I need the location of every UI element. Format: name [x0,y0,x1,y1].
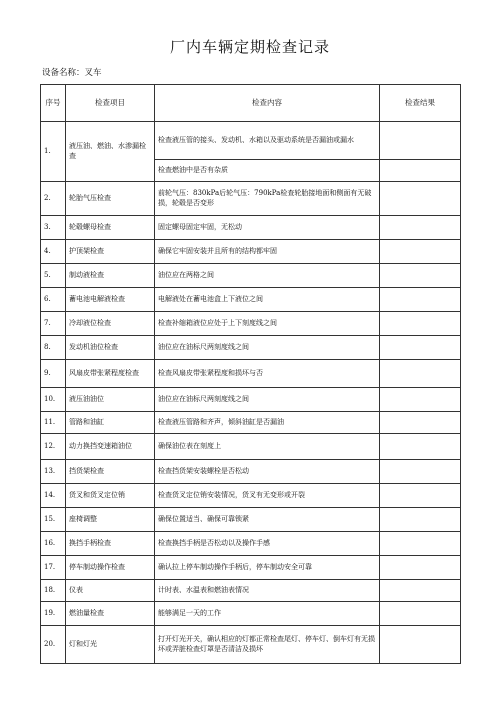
inspection-item: 换挡手柄检查 [66,532,155,556]
inspection-item: 制动液检查 [66,264,155,288]
table-row [41,122,461,160]
inspection-result-cell[interactable] [380,484,461,508]
row-number: 10. [41,388,66,412]
inspection-content: 油位应在两格之间 [155,264,380,288]
inspection-result-cell[interactable] [380,360,461,388]
table-row [41,484,461,508]
inspection-result-cell[interactable] [380,216,461,240]
row-number: 16. [41,532,66,556]
inspection-content: 油位应在油标尺两刻度线之间 [155,336,380,360]
row-number: 14. [41,484,66,508]
inspection-content: 检查风扇皮带张紧程度和损坏与否 [155,360,380,388]
row-number: 20. [41,626,66,664]
inspection-result-cell[interactable] [380,336,461,360]
row-number: 3. [41,216,66,240]
inspection-result-cell[interactable] [380,626,461,664]
table-row [41,288,461,312]
row-number: 13. [41,460,66,484]
row-number: 19. [41,602,66,626]
inspection-item: 挡货架检查 [66,460,155,484]
inspection-item: 轮胎气压检查 [66,182,155,216]
table-row [41,508,461,532]
inspection-result-cell[interactable] [380,412,461,434]
header-no: 序号 [41,85,66,122]
inspection-item: 停车制动操作检查 [66,556,155,580]
inspection-result-cell[interactable] [380,460,461,484]
inspection-item: 液压油油位 [66,388,155,412]
inspection-content: 检查液压管的接头、发动机、水箱以及驱动系统是否漏油或漏水 [155,122,380,160]
inspection-item: 仪表 [66,580,155,602]
header-content: 检查内容 [155,85,380,122]
table-row [41,336,461,360]
inspection-content: 能够满足一天的工作 [155,602,380,626]
inspection-table [40,84,461,664]
table-row [41,240,461,264]
table-row [41,216,461,240]
inspection-result-cell[interactable] [380,532,461,556]
table-row [41,360,461,388]
header-result: 检查结果 [380,85,461,122]
table-row [41,412,461,434]
inspection-item: 液压油、燃油、水渗漏检查 [66,122,155,182]
header-item: 检查项目 [66,85,155,122]
inspection-content: 计时表、水温表和燃油表情况 [155,580,380,602]
inspection-item: 护顶架检查 [66,240,155,264]
inspection-item: 蓄电池电解液检查 [66,288,155,312]
row-number: 17. [41,556,66,580]
row-number: 18. [41,580,66,602]
row-number: 5. [41,264,66,288]
row-number: 1. [41,122,66,182]
inspection-content: 固定螺母固定牢固，无松动 [155,216,380,240]
inspection-content: 打开灯光开关，确认相应的灯都正常检查尾灯、停车灯、倒车灯有无损坏或弄脏检查灯罩是否清洁及损坏 [155,626,380,664]
inspection-item: 管路和油缸 [66,412,155,434]
inspection-item: 风扇皮带张紧程度检查 [66,360,155,388]
inspection-content: 确认拉上停车制动操作手柄后，停车制动安全可靠 [155,556,380,580]
inspection-content: 检查补缩箱液位应处于上下刻度线之间 [155,312,380,336]
inspection-content: 确保油位表在刻度上 [155,434,380,460]
row-number: 6. [41,288,66,312]
inspection-result-cell[interactable] [380,580,461,602]
inspection-item: 货叉和货叉定位销 [66,484,155,508]
inspection-content: 电解液处在蓄电池盒上下液位之间 [155,288,380,312]
inspection-result-cell[interactable] [380,160,461,182]
row-number: 4. [41,240,66,264]
table-row [41,388,461,412]
inspection-result-cell[interactable] [380,288,461,312]
inspection-item: 灯和灯光 [66,626,155,664]
inspection-item: 座椅调整 [66,508,155,532]
inspection-item: 动力换挡变速箱油位 [66,434,155,460]
table-row [41,532,461,556]
table-row [41,580,461,602]
inspection-item: 冷却液位检查 [66,312,155,336]
inspection-content: 检查燃油中是否有杂质 [155,160,380,182]
table-row [41,626,461,664]
inspection-result-cell[interactable] [380,602,461,626]
table-row [41,556,461,580]
row-number: 12. [41,434,66,460]
inspection-result-cell[interactable] [380,508,461,532]
inspection-result-cell[interactable] [380,556,461,580]
inspection-result-cell[interactable] [380,122,461,160]
device-name-label: 设备名称：叉车 [42,68,102,78]
document-title: 厂内车辆定期检查记录 [169,38,330,56]
inspection-content: 检查货叉定位销安装情况，货叉有无变形或开裂 [155,484,380,508]
inspection-item: 燃油量检查 [66,602,155,626]
row-number: 8. [41,336,66,360]
table-row [41,434,461,460]
table-row [41,182,461,216]
row-number: 2. [41,182,66,216]
inspection-content: 检查液压管路和齐声，倾斜油缸是否漏油 [155,412,380,434]
table-body [41,122,461,664]
row-number: 9. [41,360,66,388]
inspection-content: 油位应在油标尺两刻度线之间 [155,388,380,412]
inspection-result-cell[interactable] [380,240,461,264]
inspection-content: 检查换挡手柄是否松动以及操作手感 [155,532,380,556]
table-row [41,312,461,336]
table-row [41,602,461,626]
inspection-content: 前轮气压：830kPa后轮气压：790kPa检查轮胎接地面和侧面有无破损，轮毂是否变形 [155,182,380,216]
row-number: 15. [41,508,66,532]
row-number: 7. [41,312,66,336]
table-row [41,264,461,288]
table-header-row [41,85,461,122]
inspection-result-cell[interactable] [380,312,461,336]
inspection-result-cell[interactable] [380,182,461,216]
row-number: 11. [41,412,66,434]
inspection-item: 发动机油位检查 [66,336,155,360]
inspection-content: 确保它牢固安装并且所有的结构都牢固 [155,240,380,264]
table-row [41,460,461,484]
inspection-result-cell[interactable] [380,434,461,460]
inspection-content: 确保位置适当、确保可靠锁紧 [155,508,380,532]
inspection-content: 检查挡货架安装螺栓是否松动 [155,460,380,484]
inspection-item: 轮毂螺母检查 [66,216,155,240]
inspection-result-cell[interactable] [380,388,461,412]
inspection-result-cell[interactable] [380,264,461,288]
